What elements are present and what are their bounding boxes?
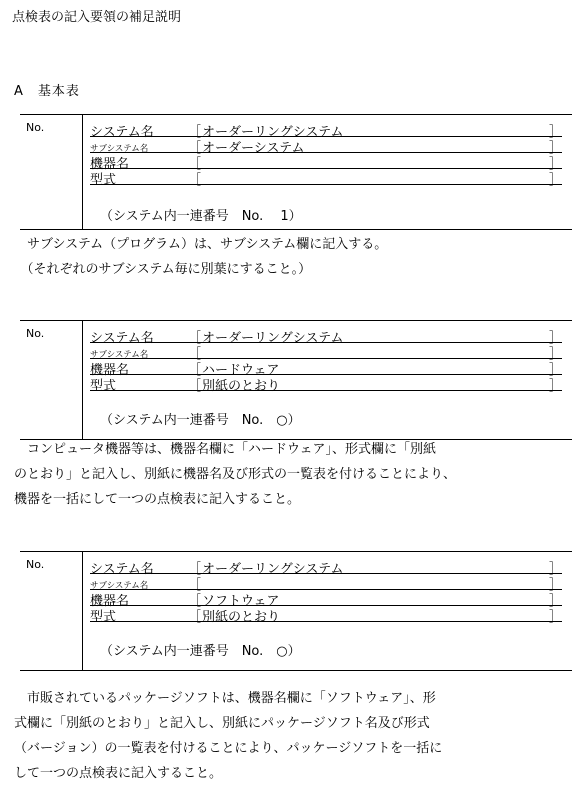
bracket-close: ］ — [548, 347, 562, 362]
bracket-close: ］ — [548, 141, 562, 156]
device-name-row — [90, 359, 562, 378]
bracket-close: ］ — [548, 331, 562, 346]
no-label: No. — [26, 121, 45, 134]
system-name-value: オーダーリングシステム — [202, 331, 344, 346]
system-name-label: システム名 — [90, 125, 154, 140]
bracket-close: ］ — [548, 173, 562, 188]
bracket-open: ［ — [188, 578, 202, 593]
subsystem-name-row — [90, 343, 562, 362]
bracket-close: ］ — [548, 578, 562, 593]
model-value: 別紙のとおり — [202, 379, 281, 394]
model-value: 別紙のとおり — [202, 610, 281, 625]
section-heading: A 基本表 — [14, 84, 80, 99]
system-name-label: システム名 — [90, 331, 154, 346]
device-name-label: 機器名 — [90, 363, 130, 378]
model-row — [90, 606, 562, 625]
subsystem-name-label: サブシステム名 — [90, 581, 149, 591]
bracket-open: ［ — [188, 141, 202, 156]
bracket-open: ［ — [188, 331, 202, 346]
page-title: 点検表の記入要領の補足説明 — [12, 10, 182, 25]
no-label: No. — [26, 327, 45, 340]
column-divider — [82, 552, 83, 670]
bracket-close: ］ — [548, 379, 562, 394]
system-name-row — [90, 558, 562, 577]
serial-number: （システム内一連番号 No. ○） — [100, 644, 301, 659]
serial-number: （システム内一連番号 No. ○） — [100, 413, 301, 428]
device-name-label: 機器名 — [90, 594, 130, 609]
model-label: 型式 — [90, 379, 117, 394]
note-paragraph-1: サブシステム（プログラム）は、サブシステム欄に記入する。 （それぞれのサブシステム毎に別葉にすること。） — [27, 237, 388, 277]
bracket-close: ］ — [548, 562, 562, 577]
bracket-close: ］ — [548, 363, 562, 378]
column-divider — [82, 115, 83, 229]
subsystem-name-label: サブシステム名 — [90, 350, 149, 360]
bracket-close: ］ — [548, 157, 562, 172]
basic-table-3 — [20, 551, 572, 671]
bracket-open: ［ — [188, 157, 202, 172]
bracket-close: ］ — [548, 594, 562, 609]
device-name-label: 機器名 — [90, 157, 130, 172]
subsystem-name-value: オーダーシステム — [202, 141, 305, 156]
serial-number: （システム内一連番号 No. 1） — [100, 209, 302, 224]
system-name-row — [90, 327, 562, 346]
note-paragraph-2: コンピュータ機器等は、機器名欄に「ハードウェア」、形式欄に「別紙 のとおり」と記入し、別紙に機器名及び形式の一覧表を付けることにより、 機器を一括にして一つの点検表に記入すること。 — [14, 442, 457, 507]
bracket-open: ［ — [188, 610, 202, 625]
bracket-close: ］ — [548, 610, 562, 625]
underline — [90, 184, 562, 185]
model-label: 型式 — [90, 610, 117, 625]
system-name-label: システム名 — [90, 562, 154, 577]
bracket-close: ］ — [548, 125, 562, 140]
bracket-open: ［ — [188, 125, 202, 140]
system-name-row — [90, 121, 562, 140]
model-row — [90, 375, 562, 394]
subsystem-name-row — [90, 137, 562, 156]
no-label: No. — [26, 558, 45, 571]
system-name-value: オーダーリングシステム — [202, 562, 344, 577]
model-row — [90, 169, 562, 188]
device-name-value: ハードウェア — [202, 363, 280, 378]
subsystem-name-label: サブシステム名 — [90, 144, 149, 154]
bracket-open: ［ — [188, 347, 202, 362]
bracket-open: ［ — [188, 594, 202, 609]
device-name-row — [90, 590, 562, 609]
underline — [90, 390, 562, 391]
basic-table-2 — [20, 320, 572, 440]
system-name-value: オーダーリングシステム — [202, 125, 344, 140]
bracket-open: ［ — [188, 379, 202, 394]
bracket-open: ［ — [188, 363, 202, 378]
note-paragraph-3: 市販されているパッケージソフトは、機器名欄に「ソフトウェア」、形 式欄に「別紙のとおり」と記入し、別紙にパッケージソフト名及び形式 （バージョン）の一覧表を付けることにより、パッケージソフトを一括に して一つの点検表に記入すること。 — [14, 691, 443, 781]
bracket-open: ［ — [188, 173, 202, 188]
device-name-value: ソフトウェア — [202, 594, 280, 609]
basic-table-1 — [20, 114, 572, 230]
bracket-open: ［ — [188, 562, 202, 577]
subsystem-name-row — [90, 574, 562, 593]
device-name-row — [90, 153, 562, 172]
column-divider — [82, 321, 83, 439]
underline — [90, 621, 562, 622]
model-label: 型式 — [90, 173, 117, 188]
